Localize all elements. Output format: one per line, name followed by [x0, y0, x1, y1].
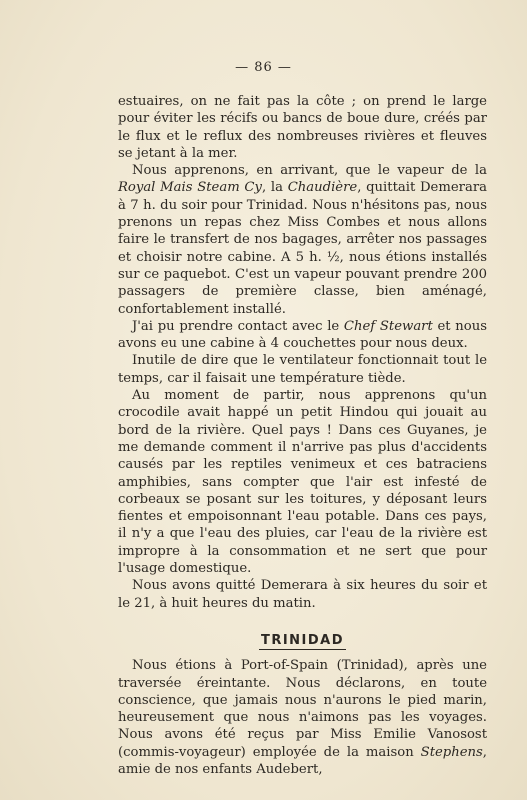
text-run: , amie de nos enfants Audebert,	[118, 744, 487, 777]
text-run: estuaires, on ne fait pas la côte ; on prend le large pour éviter les récifs ou bancs de boue dure, créés par le flux et le reflux des nombreuses rivières et fleuves se jetant à la mer.	[118, 94, 487, 161]
text-run: , quittait Demerara à 7 h. du soir pour Trinidad. Nous n'hésitons pas, nous prenons un repas chez Miss Combes et nous allons faire le transfert de nos bagages, arrêter nos passages et choisir notre cabine. A 5 h. ½, nous étions installés sur ce paquebot. C'est un vapeur pouvant prendre 200 passagers de première classe, bien aménagé, confortablement installé.	[118, 180, 487, 317]
paragraph	[118, 657, 487, 778]
page-number: — 86 —	[235, 60, 292, 75]
text-run: et nous avons eu une cabine à 4 couchettes pour nous deux.	[118, 318, 487, 352]
paragraphs-after	[118, 657, 487, 778]
paragraph	[118, 352, 487, 387]
italic-text: Chef Stewart	[343, 318, 433, 334]
text-run: J'ai pu prendre contact avec le	[132, 318, 344, 334]
paragraphs-before	[118, 93, 487, 612]
text-run: Nous étions à Port-of-Spain (Trinidad), après une traversée éreintante. Nous déclarons, en toute conscience, que jamais nous n'aurons le pied marin, heureusement que nous n'aimons pas les voyages. Nous avons été reçus par Miss Emilie Vanosost (commis-voyageur) employée de la maison	[118, 658, 487, 760]
paragraph	[118, 162, 487, 318]
text-run: Inutile de dire que le ventilateur fonctionnait tout le temps, car il faisait une température tiède.	[118, 353, 487, 386]
text-run: , la	[261, 180, 288, 196]
paragraph	[118, 577, 487, 612]
paragraph	[118, 318, 487, 353]
section-title	[118, 632, 487, 651]
italic-text: Chaudière	[287, 180, 358, 196]
page-content	[118, 93, 487, 778]
paragraph	[118, 93, 487, 162]
text-run: Nous avons quitté Demerara à six heures du soir et le 21, à huit heures du matin.	[118, 578, 487, 611]
italic-text: Stephens	[420, 744, 483, 760]
text-run: Au moment de partir, nous apprenons qu'un crocodile avait happé un petit Hindou qui jouait au bord de la rivière. Quel pays ! Dans ces Guyanes, je me demande comment il n'arrive pas plus d'accidents causés par les reptiles venimeux et ces batraciens amphibies, sans compter que l'air est infesté de corbeaux se posant sur les toitures, y déposant leurs fientes et empoisonnant l'eau potable. Dans ces pays, il n'y a que l'eau des pluies, car l'eau de la rivière est impropre à la consommation et ne sert que pour l'usage domestique.	[118, 388, 487, 577]
italic-text: Royal Mais Steam Cy	[118, 180, 262, 196]
text-run: Nous apprenons, en arrivant, que le vapeur de la	[132, 163, 487, 179]
paragraph	[118, 387, 487, 577]
section-title-text: TRINIDAD	[260, 632, 345, 648]
